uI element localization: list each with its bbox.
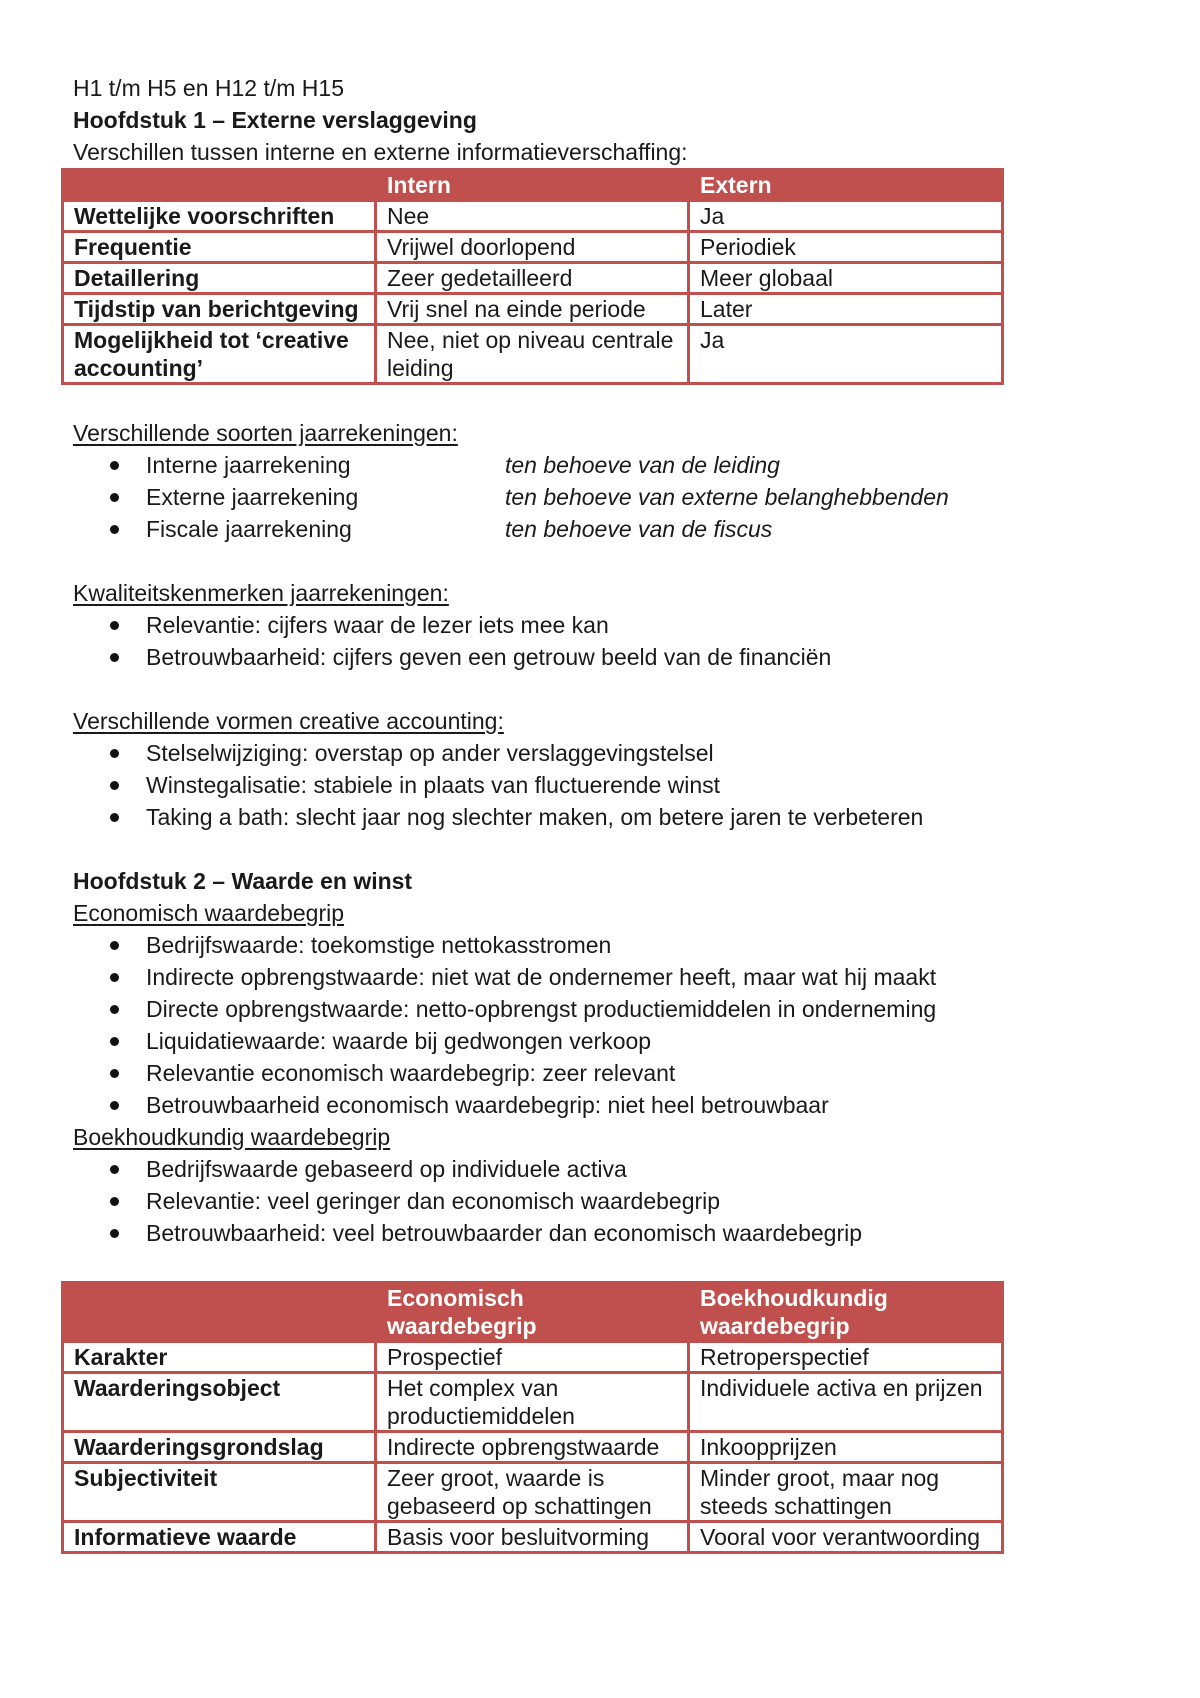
table-cell: Inkoopprijzen — [689, 1432, 1003, 1463]
list-item-text: Betrouwbaarheid: cijfers geven een getrouw beeld van de financiën — [146, 644, 832, 670]
list-item — [73, 769, 1133, 801]
list-item — [73, 513, 1133, 545]
soort-purpose: ten behoeve van de leiding — [505, 452, 780, 478]
soorten-list — [73, 449, 1133, 545]
table-header-cell: Economisch waardebegrip — [376, 1283, 689, 1342]
table-header-cell: Boekhoudkundig waardebegrip — [689, 1283, 1003, 1342]
chapter-1-heading: Hoofdstuk 1 – Externe verslaggeving — [73, 107, 477, 133]
boek-heading: Boekhoudkundig waardebegrip — [73, 1124, 391, 1150]
bullet-icon — [110, 1197, 119, 1206]
list-item-text: Relevantie economisch waardebegrip: zeer relevant — [146, 1060, 676, 1086]
table-cell: Nee — [376, 201, 689, 232]
table-header-cell — [63, 170, 376, 201]
row-label: Frequentie — [63, 232, 376, 263]
table-cell: Later — [689, 294, 1003, 325]
bullet-icon — [110, 941, 119, 950]
table-header-cell — [63, 1283, 376, 1342]
soort-name: Fiscale jaarrekening — [146, 516, 352, 542]
soort-name: Externe jaarrekening — [146, 484, 359, 510]
row-label: Informatieve waarde — [63, 1522, 376, 1553]
table-row — [63, 1463, 1003, 1522]
list-item — [73, 737, 1133, 769]
list-item — [73, 801, 1133, 833]
table-cell: Vooral voor verantwoording — [689, 1522, 1003, 1553]
table-cell: Ja — [689, 325, 1003, 384]
table-cell: Retroperspectief — [689, 1342, 1003, 1373]
table-cell: Individuele activa en prijzen — [689, 1373, 1003, 1432]
soort-purpose: ten behoeve van externe belanghebbenden — [505, 484, 949, 510]
table-header-cell: Intern — [376, 170, 689, 201]
document-page — [73, 72, 1133, 1554]
list-item-text: Relevantie: veel geringer dan economisch waardebegrip — [146, 1188, 721, 1214]
list-item-text: Betrouwbaarheid economisch waardebegrip: niet heel betrouwbaar — [146, 1092, 829, 1118]
table-cell: Vrij snel na einde periode — [376, 294, 689, 325]
row-label: Waarderingsgrondslag — [63, 1432, 376, 1463]
vormen-list — [73, 737, 1133, 833]
list-item — [73, 1089, 1133, 1121]
list-item — [73, 1185, 1133, 1217]
bullet-icon — [110, 1005, 119, 1014]
row-label: Detaillering — [63, 263, 376, 294]
list-item — [73, 1217, 1133, 1249]
vormen-heading: Verschillende vormen creative accounting: — [73, 708, 504, 734]
table-row — [63, 1522, 1003, 1553]
table-cell: Het complex van productiemiddelen — [376, 1373, 689, 1432]
list-item — [73, 641, 1133, 673]
bullet-icon — [110, 1229, 119, 1238]
table-header-cell: Extern — [689, 170, 1003, 201]
table-cell: Nee, niet op niveau centrale leiding — [376, 325, 689, 384]
list-item — [73, 1153, 1133, 1185]
bullet-icon — [110, 461, 119, 470]
table-row — [63, 201, 1003, 232]
list-item-text: Bedrijfswaarde: toekomstige nettokasstromen — [146, 932, 612, 958]
kwaliteit-list — [73, 609, 1133, 673]
econ-heading: Economisch waardebegrip — [73, 900, 345, 926]
bullet-icon — [110, 653, 119, 662]
list-item-text: Liquidatiewaarde: waarde bij gedwongen verkoop — [146, 1028, 652, 1054]
table-row — [63, 1432, 1003, 1463]
table-cell: Minder groot, maar nog steeds schattingen — [689, 1463, 1003, 1522]
bullet-icon — [110, 525, 119, 534]
soort-name: Interne jaarrekening — [146, 452, 351, 478]
row-label: Tijdstip van berichtgeving — [63, 294, 376, 325]
list-item-text: Indirecte opbrengstwaarde: niet wat de ondernemer heeft, maar wat hij maakt — [146, 964, 937, 990]
bullet-icon — [110, 973, 119, 982]
bullet-icon — [110, 781, 119, 790]
bullet-icon — [110, 1101, 119, 1110]
list-item — [73, 961, 1133, 993]
table-row — [63, 1373, 1003, 1432]
waardebegrip-table — [61, 1281, 1004, 1554]
soort-purpose: ten behoeve van de fiscus — [505, 516, 773, 542]
table-row — [63, 294, 1003, 325]
list-item — [73, 1025, 1133, 1057]
econ-list — [73, 929, 1133, 1121]
bullet-icon — [110, 621, 119, 630]
table-row — [63, 325, 1003, 384]
list-item-text: Betrouwbaarheid: veel betrouwbaarder dan economisch waardebegrip — [146, 1220, 862, 1246]
list-item-text: Taking a bath: slecht jaar nog slechter maken, om betere jaren te verbeteren — [146, 804, 924, 830]
list-item — [73, 993, 1133, 1025]
table-cell: Indirecte opbrengstwaarde — [376, 1432, 689, 1463]
bullet-icon — [110, 1165, 119, 1174]
table-cell: Ja — [689, 201, 1003, 232]
table-cell: Periodiek — [689, 232, 1003, 263]
table-cell: Meer globaal — [689, 263, 1003, 294]
list-item-text: Winstegalisatie: stabiele in plaats van fluctuerende winst — [146, 772, 721, 798]
row-label: Mogelijkheid tot ‘creative accounting’ — [63, 325, 376, 384]
table-cell: Vrijwel doorlopend — [376, 232, 689, 263]
chapter-1-intro: Verschillen tussen interne en externe informatieverschaffing: — [73, 139, 688, 165]
table-cell: Zeer gedetailleerd — [376, 263, 689, 294]
table-header-row — [63, 1283, 1003, 1342]
table-row — [63, 263, 1003, 294]
bullet-icon — [110, 1037, 119, 1046]
row-label: Karakter — [63, 1342, 376, 1373]
chapter-2-heading: Hoofdstuk 2 – Waarde en winst — [73, 868, 413, 894]
bullet-icon — [110, 1069, 119, 1078]
table-cell: Basis voor besluitvorming — [376, 1522, 689, 1553]
table-cell: Prospectief — [376, 1342, 689, 1373]
boek-list — [73, 1153, 1133, 1249]
kwaliteit-heading: Kwaliteitskenmerken jaarrekeningen: — [73, 580, 449, 606]
table-cell: Zeer groot, waarde is gebaseerd op schattingen — [376, 1463, 689, 1522]
row-label: Wettelijke voorschriften — [63, 201, 376, 232]
list-item — [73, 449, 1133, 481]
bullet-icon — [110, 813, 119, 822]
table-row — [63, 1342, 1003, 1373]
bullet-icon — [110, 749, 119, 758]
intern-extern-table — [61, 168, 1004, 385]
bullet-icon — [110, 493, 119, 502]
row-label: Subjectiviteit — [63, 1463, 376, 1522]
document-title-line: H1 t/m H5 en H12 t/m H15 — [73, 75, 344, 101]
table-header-row — [63, 170, 1003, 201]
list-item — [73, 481, 1133, 513]
list-item — [73, 1057, 1133, 1089]
list-item-text: Relevantie: cijfers waar de lezer iets mee kan — [146, 612, 609, 638]
table-row — [63, 232, 1003, 263]
list-item-text: Bedrijfswaarde gebaseerd op individuele activa — [146, 1156, 627, 1182]
list-item — [73, 929, 1133, 961]
row-label: Waarderingsobject — [63, 1373, 376, 1432]
soorten-heading: Verschillende soorten jaarrekeningen: — [73, 420, 458, 446]
list-item — [73, 609, 1133, 641]
list-item-text: Stelselwijziging: overstap op ander verslaggevingstelsel — [146, 740, 714, 766]
list-item-text: Directe opbrengstwaarde: netto-opbrengst productiemiddelen in onderneming — [146, 996, 937, 1022]
